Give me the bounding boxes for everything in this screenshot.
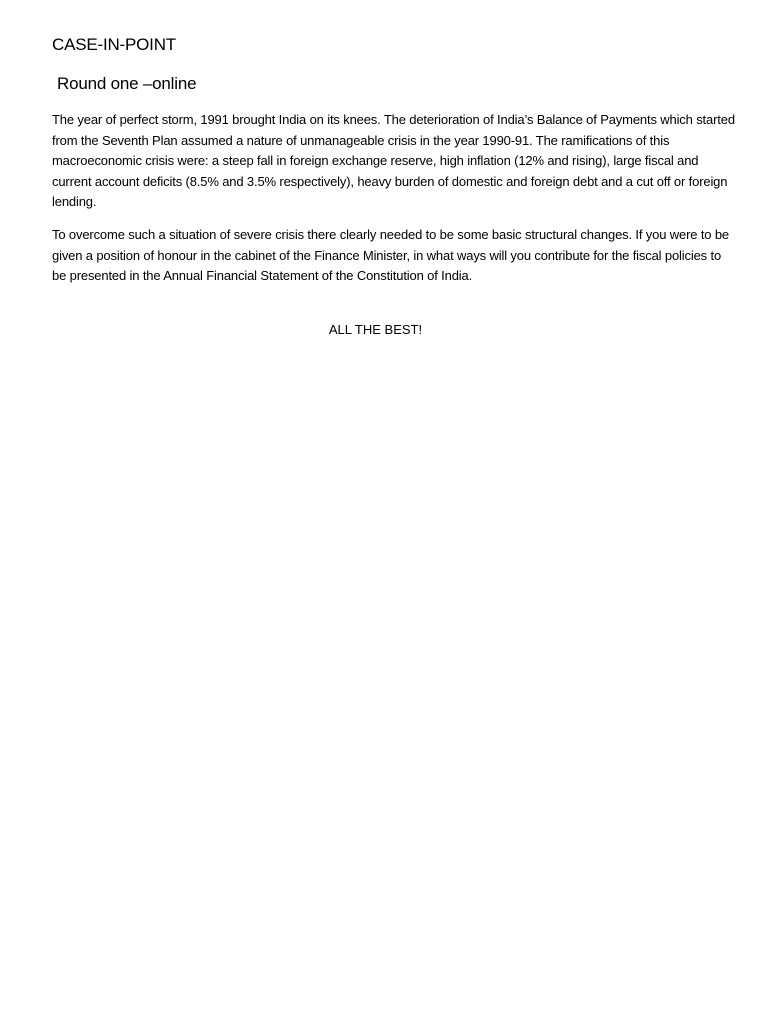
paragraph-background: The year of perfect storm, 1991 brought India on its knees. The deterioration of India’s Balance of Payments which started from the Seventh Plan assumed a nature of unmanageable crisis in the year 1990-91. The ramifications of this macroeconomic crisis were: a steep fall in foreign exchange reserve, high inflation (12% and rising), large fiscal and current account deficits (8.5% and 3.5% respectively), heavy burden of domestic and foreign debt and a cut off or foreign lending. [52, 112, 735, 210]
paragraph-question: To overcome such a situation of severe crisis there clearly needed to be some basic structural changes. If you were to be given a position of honour in the cabinet of the Finance Minister, in what ways will you contribute for the fiscal policies to be presented in the Annual Financial Statement of the Constitution of India. [52, 227, 729, 284]
closing-text: ALL THE BEST! [328, 322, 423, 337]
document-subtitle: Round one –online [57, 74, 197, 93]
document-title: CASE-IN-POINT [52, 35, 176, 54]
